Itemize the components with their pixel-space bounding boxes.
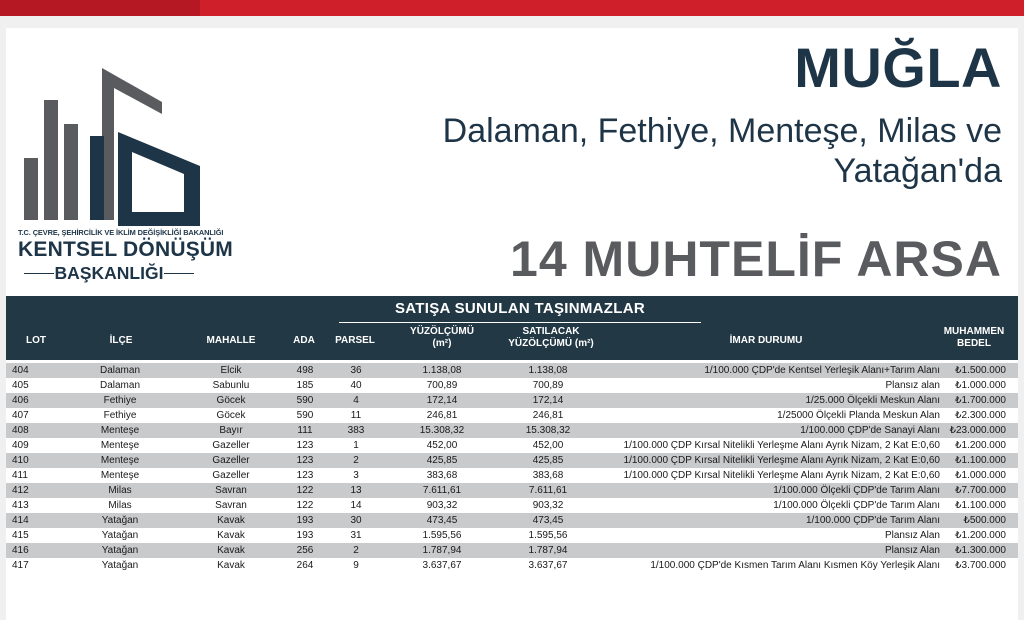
table-row bbox=[6, 483, 1018, 498]
header-yuzolcumu-line2: (m²) bbox=[432, 338, 452, 349]
header-imar: İMAR DURUMU bbox=[729, 335, 803, 346]
cell-parsel: 3 bbox=[353, 470, 359, 481]
cell-yuzolcumu: 7.611,61 bbox=[422, 485, 462, 496]
header-bedel bbox=[934, 326, 1014, 350]
cell-ada: 498 bbox=[296, 365, 314, 376]
table-row bbox=[6, 423, 1018, 438]
cell-satilacak: 383,68 bbox=[532, 470, 564, 481]
cell-mahalle: Gazeller bbox=[212, 470, 250, 481]
cell-parsel: 383 bbox=[347, 425, 365, 436]
cell-mahalle: Bayır bbox=[219, 425, 243, 436]
cell-parsel: 2 bbox=[353, 455, 359, 466]
header-satilacak bbox=[496, 326, 606, 350]
header-satilacak-line1: SATILACAK bbox=[522, 326, 580, 337]
cell-satilacak: 473,45 bbox=[532, 515, 564, 526]
cell-parsel: 11 bbox=[350, 410, 362, 421]
cell-mahalle: Elcik bbox=[220, 365, 242, 376]
cell-ada: 122 bbox=[296, 500, 314, 511]
cell-mahalle: Kavak bbox=[217, 545, 245, 556]
cell-lot: 416 bbox=[12, 545, 29, 556]
cell-ilce: Menteşe bbox=[100, 455, 140, 466]
cell-yuzolcumu: 425,85 bbox=[426, 455, 458, 466]
cell-lot: 417 bbox=[12, 560, 29, 571]
cell-satilacak: 246,81 bbox=[532, 410, 564, 421]
table-row bbox=[6, 408, 1018, 423]
header-ilce: İLÇE bbox=[109, 335, 133, 346]
cell-bedel: ₺1.000.000 bbox=[955, 470, 1006, 481]
cell-satilacak: 425,85 bbox=[532, 455, 564, 466]
cell-parsel: 13 bbox=[350, 485, 362, 496]
cell-mahalle: Savran bbox=[215, 500, 247, 511]
cell-lot: 413 bbox=[12, 500, 29, 511]
cell-bedel: ₺1.000.000 bbox=[955, 380, 1006, 391]
cell-imar: 1/100.000 ÇDP Kırsal Nitelikli Yerleşme Alanı Ayrık Nizam, 2 Kat E:0,60 bbox=[623, 455, 940, 466]
cell-yuzolcumu: 15.308,32 bbox=[419, 425, 465, 436]
header-lot: LOT bbox=[26, 335, 46, 346]
cell-ada: 185 bbox=[296, 380, 314, 391]
cell-parsel: 2 bbox=[353, 545, 359, 556]
cell-bedel: ₺1.200.000 bbox=[955, 530, 1006, 541]
cell-imar: Plansız Alan bbox=[884, 545, 940, 556]
cell-lot: 415 bbox=[12, 530, 29, 541]
cell-mahalle: Sabunlu bbox=[212, 380, 250, 391]
cell-ilce: Dalaman bbox=[99, 380, 141, 391]
cell-yuzolcumu: 700,89 bbox=[426, 380, 458, 391]
cell-ilce: Yatağan bbox=[101, 515, 139, 526]
cell-bedel: ₺1.300.000 bbox=[955, 545, 1006, 556]
header-parsel: PARSEL bbox=[335, 335, 375, 346]
cell-ilce: Fethiye bbox=[103, 410, 137, 421]
cell-satilacak: 903,32 bbox=[532, 500, 564, 511]
cell-parsel: 36 bbox=[350, 365, 362, 376]
cell-ada: 122 bbox=[296, 485, 314, 496]
cell-parsel: 30 bbox=[350, 515, 362, 526]
cell-lot: 407 bbox=[12, 410, 29, 421]
table-row bbox=[6, 513, 1018, 528]
table-group-title: SATIŞA SUNULAN TAŞINMAZLAR bbox=[394, 300, 645, 317]
cell-ilce: Menteşe bbox=[100, 470, 140, 481]
cell-bedel: ₺2.300.000 bbox=[955, 410, 1006, 421]
province-title: MUĞLA bbox=[794, 36, 1002, 99]
cell-ada: 123 bbox=[296, 455, 314, 466]
cell-lot: 408 bbox=[12, 425, 29, 436]
cell-bedel: ₺23.000.000 bbox=[949, 425, 1006, 436]
cell-ada: 590 bbox=[296, 395, 314, 406]
cell-ada: 111 bbox=[297, 425, 313, 436]
department-name-line2: BAŞKANLIĞI bbox=[54, 263, 164, 283]
cell-imar: 1/25000 Ölçekli Planda Meskun Alan bbox=[777, 410, 940, 421]
cell-ada: 264 bbox=[296, 560, 314, 571]
header-bedel-line2: BEDEL bbox=[957, 338, 991, 349]
cell-yuzolcumu: 246,81 bbox=[426, 410, 458, 421]
cell-lot: 414 bbox=[12, 515, 29, 526]
cell-yuzolcumu: 452,00 bbox=[426, 440, 458, 451]
cell-bedel: ₺1.700.000 bbox=[955, 395, 1006, 406]
cell-mahalle: Göcek bbox=[216, 395, 246, 406]
cell-imar: 1/25.000 Ölçekli Meskun Alanı bbox=[805, 395, 940, 406]
cell-parsel: 14 bbox=[350, 500, 362, 511]
cell-bedel: ₺500.000 bbox=[963, 515, 1006, 526]
cell-ilce: Yatağan bbox=[101, 545, 139, 556]
cell-satilacak: 452,00 bbox=[532, 440, 564, 451]
cell-yuzolcumu: 3.637,67 bbox=[422, 560, 462, 571]
cell-yuzolcumu: 473,45 bbox=[426, 515, 458, 526]
header-ada: ADA bbox=[293, 335, 315, 346]
cell-imar: 1/100.000 ÇDP Kırsal Nitelikli Yerleşme Alanı Ayrık Nizam, 2 Kat E:0,60 bbox=[623, 470, 940, 481]
header-yuzolcumu bbox=[402, 326, 482, 350]
cell-satilacak: 172,14 bbox=[532, 395, 564, 406]
table-row bbox=[6, 528, 1018, 543]
table-row bbox=[6, 438, 1018, 453]
cell-bedel: ₺1.500.000 bbox=[955, 365, 1006, 376]
cell-satilacak: 3.637,67 bbox=[528, 560, 568, 571]
cell-ada: 123 bbox=[296, 440, 314, 451]
cell-imar: 1/100.000 Ölçekli ÇDP'de Tarım Alanı bbox=[773, 485, 940, 496]
cell-yuzolcumu: 172,14 bbox=[426, 395, 458, 406]
cell-satilacak: 1.595,56 bbox=[528, 530, 568, 541]
cell-ilce: Yatağan bbox=[101, 560, 139, 571]
header-satilacak-line2: YÜZÖLÇÜMÜ (m²) bbox=[508, 338, 594, 349]
cell-yuzolcumu: 383,68 bbox=[426, 470, 458, 481]
table-row bbox=[6, 378, 1018, 393]
cell-mahalle: Kavak bbox=[217, 560, 245, 571]
table-row bbox=[6, 498, 1018, 513]
cell-imar: 1/100.000 ÇDP'de Tarım Alanı bbox=[805, 515, 940, 526]
cell-ilce: Menteşe bbox=[100, 425, 140, 436]
cell-yuzolcumu: 1.138,08 bbox=[422, 365, 462, 376]
table-row bbox=[6, 543, 1018, 558]
table-row bbox=[6, 363, 1018, 378]
table-group-underline bbox=[339, 322, 701, 323]
cell-ilce: Milas bbox=[108, 485, 132, 496]
cell-parsel: 40 bbox=[350, 380, 362, 391]
cell-mahalle: Savran bbox=[215, 485, 247, 496]
table-body bbox=[6, 363, 1018, 573]
cell-parsel: 9 bbox=[353, 560, 359, 571]
table-row bbox=[6, 558, 1018, 573]
cell-bedel: ₺1.100.000 bbox=[955, 500, 1006, 511]
cell-satilacak: 700,89 bbox=[532, 380, 564, 391]
cell-ada: 256 bbox=[296, 545, 314, 556]
cell-mahalle: Gazeller bbox=[212, 440, 250, 451]
cell-mahalle: Göcek bbox=[216, 410, 246, 421]
cell-ilce: Fethiye bbox=[103, 395, 137, 406]
cell-lot: 410 bbox=[12, 455, 29, 466]
cell-lot: 405 bbox=[12, 380, 29, 391]
cell-imar: 1/100.000 ÇDP'de Kısmen Tarım Alanı Kısmen Köy Yerleşik Alanı bbox=[650, 560, 940, 571]
header-mahalle: MAHALLE bbox=[206, 335, 256, 346]
cell-imar: Plansız Alan bbox=[884, 530, 940, 541]
cell-lot: 411 bbox=[12, 470, 28, 481]
cell-imar: 1/100.000 ÇDP'de Kentsel Yerleşik Alanı+Tarım Alanı bbox=[704, 365, 940, 376]
cell-ilce: Dalaman bbox=[99, 365, 141, 376]
cell-lot: 412 bbox=[12, 485, 29, 496]
cell-yuzolcumu: 1.595,56 bbox=[422, 530, 462, 541]
cell-satilacak: 15.308,32 bbox=[525, 425, 571, 436]
plot-count-title: 14 MUHTELİF ARSA bbox=[510, 231, 1002, 287]
cell-ilce: Menteşe bbox=[100, 440, 140, 451]
districts-subtitle: Dalaman, Fethiye, Menteşe, Milas ve Yatağan'da bbox=[442, 112, 1002, 190]
cell-imar: 1/100.000 Ölçekli ÇDP'de Tarım Alanı bbox=[773, 500, 940, 511]
table-row bbox=[6, 393, 1018, 408]
cell-lot: 409 bbox=[12, 440, 29, 451]
cell-satilacak: 1.138,08 bbox=[528, 365, 568, 376]
cell-bedel: ₺1.100.000 bbox=[955, 455, 1006, 466]
cell-parsel: 1 bbox=[353, 440, 359, 451]
buildings-logo-icon bbox=[18, 40, 200, 226]
table-row bbox=[6, 453, 1018, 468]
cell-lot: 404 bbox=[12, 365, 29, 376]
cell-imar: Plansız alan bbox=[885, 380, 940, 391]
cell-imar: 1/100.000 ÇDP'de Sanayi Alanı bbox=[800, 425, 940, 436]
cell-satilacak: 1.787,94 bbox=[528, 545, 568, 556]
cell-satilacak: 7.611,61 bbox=[528, 485, 568, 496]
cell-mahalle: Kavak bbox=[217, 515, 245, 526]
top-bar-shade bbox=[0, 0, 200, 16]
cell-parsel: 31 bbox=[350, 530, 362, 541]
cell-bedel: ₺7.700.000 bbox=[955, 485, 1006, 496]
header-bedel-line1: MUHAMMEN bbox=[943, 326, 1005, 337]
cell-ilce: Yatağan bbox=[101, 530, 139, 541]
department-name-line1: KENTSEL DÖNÜŞÜM bbox=[18, 238, 233, 261]
cell-bedel: ₺1.200.000 bbox=[955, 440, 1006, 451]
cell-mahalle: Gazeller bbox=[212, 455, 250, 466]
cell-bedel: ₺3.700.000 bbox=[955, 560, 1006, 571]
cell-mahalle: Kavak bbox=[217, 530, 245, 541]
ministry-logo bbox=[18, 40, 233, 290]
cell-ada: 193 bbox=[296, 515, 314, 526]
cell-ada: 193 bbox=[296, 530, 314, 541]
header-yuzolcumu-line1: YÜZÖLÇÜMÜ bbox=[410, 326, 474, 337]
top-red-bar bbox=[0, 0, 1024, 16]
cell-ilce: Milas bbox=[108, 500, 132, 511]
cell-ada: 590 bbox=[296, 410, 314, 421]
cell-lot: 406 bbox=[12, 395, 29, 406]
cell-imar: 1/100.000 ÇDP Kırsal Nitelikli Yerleşme Alanı Ayrık Nizam, 2 Kat E:0,60 bbox=[623, 440, 940, 451]
table-row bbox=[6, 468, 1018, 483]
cell-yuzolcumu: 1.787,94 bbox=[422, 545, 462, 556]
cell-ada: 123 bbox=[296, 470, 314, 481]
ministry-name: T.C. ÇEVRE, ŞEHİRCİLİK VE İKLİM DEĞİŞİKLİĞİ BAKANLIĞI bbox=[18, 228, 224, 237]
table-header bbox=[6, 296, 1018, 360]
cell-parsel: 4 bbox=[353, 395, 359, 406]
cell-yuzolcumu: 903,32 bbox=[426, 500, 458, 511]
